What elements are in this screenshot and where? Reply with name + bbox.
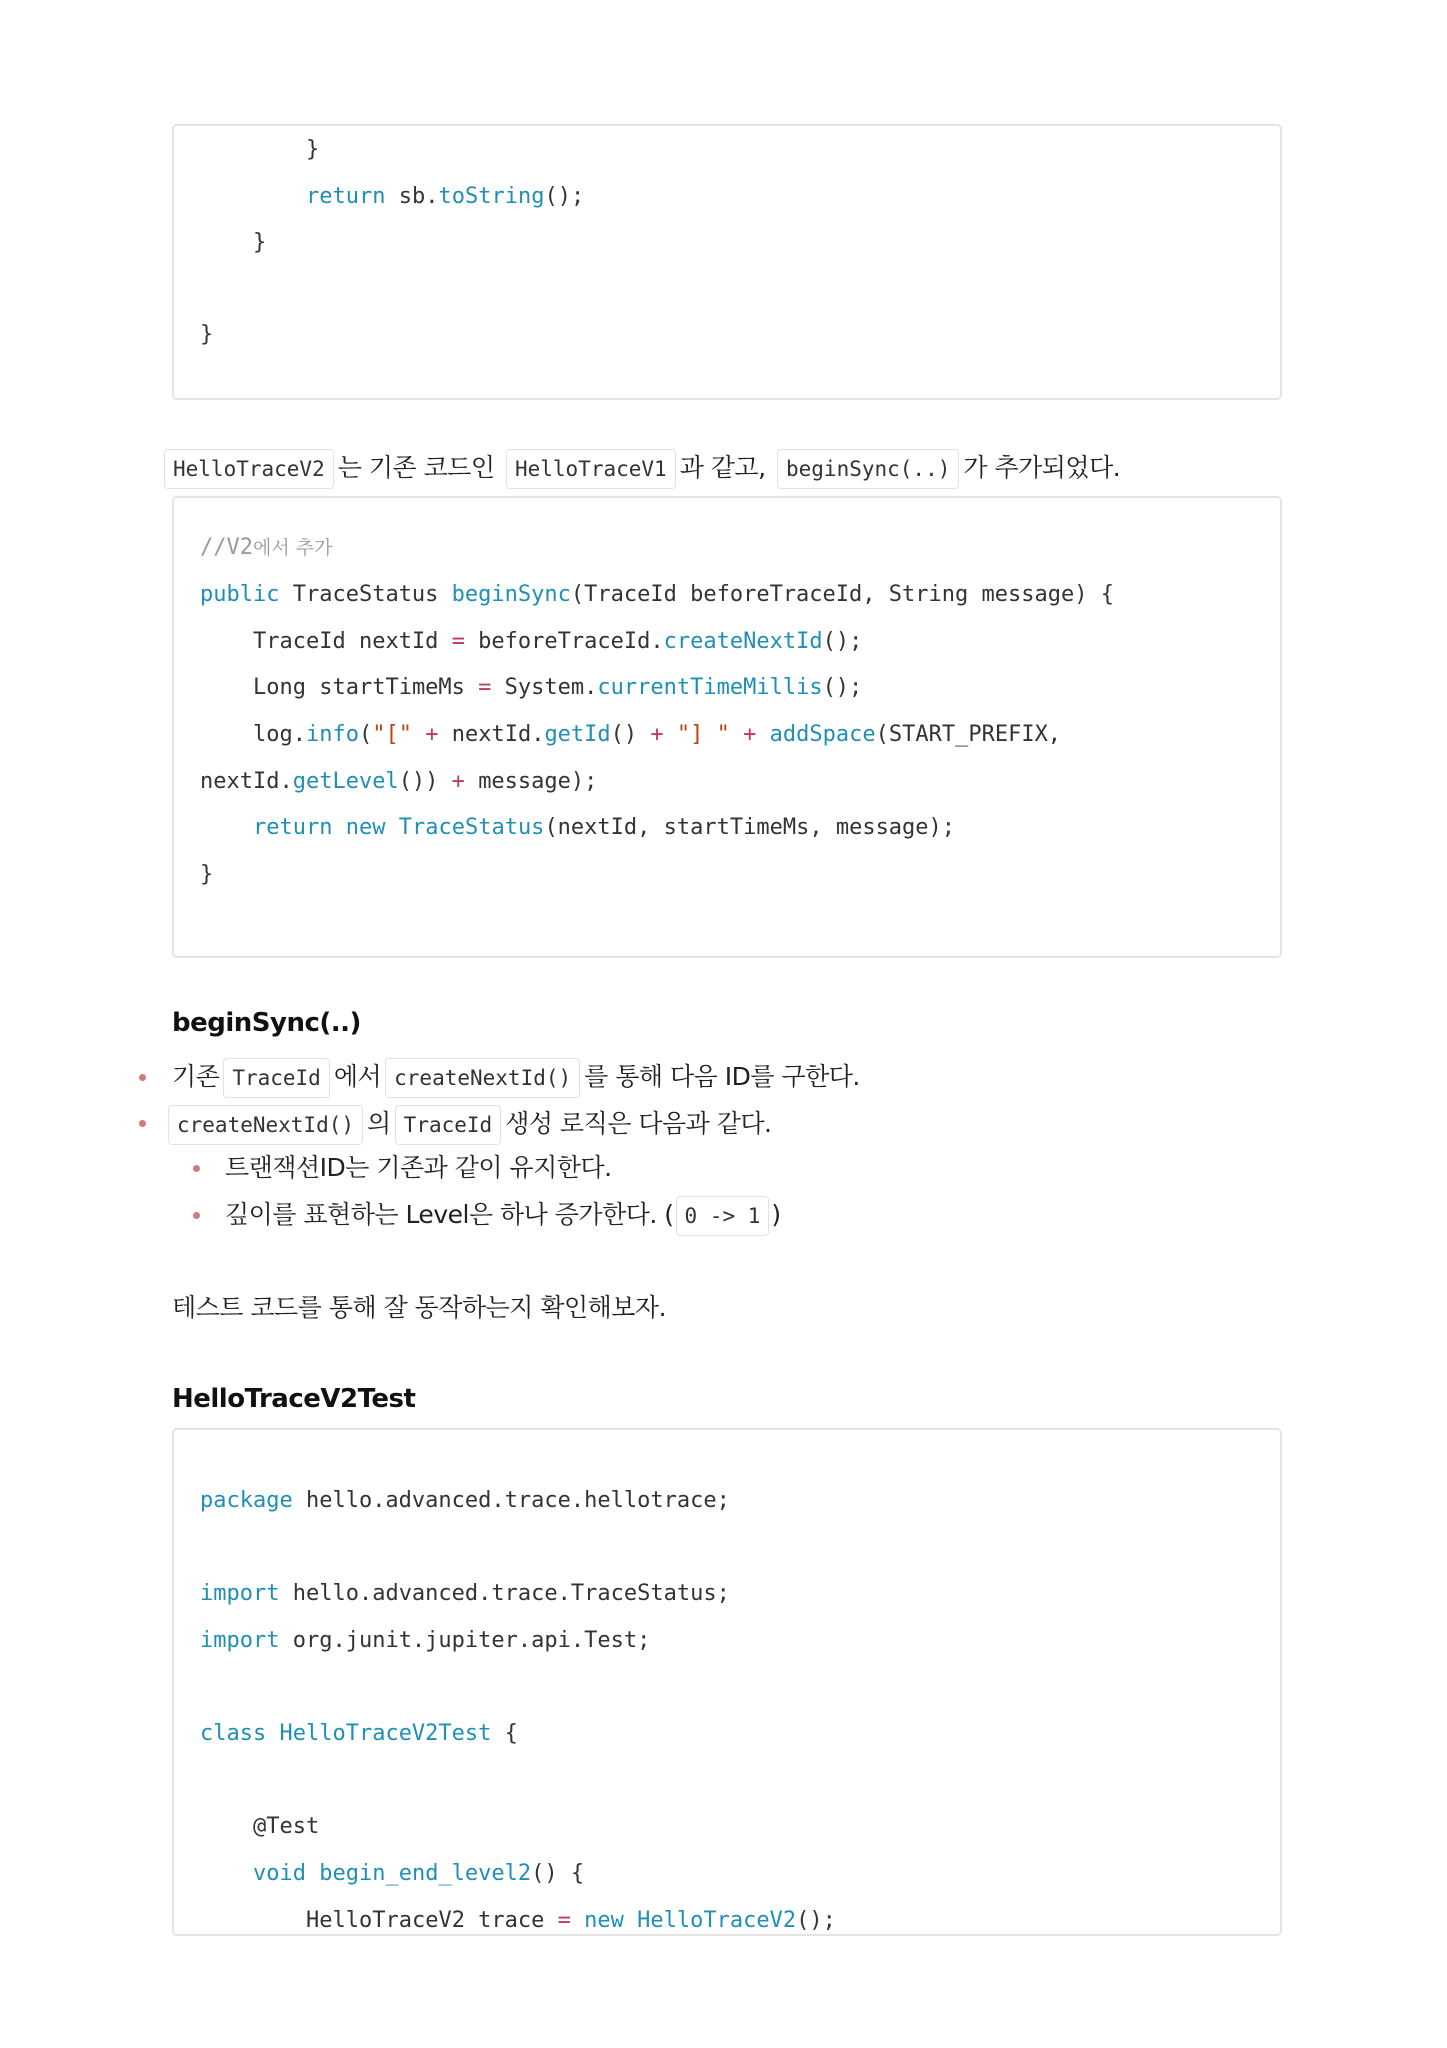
code-line: HelloTraceV2 trace = new HelloTraceV2(); (306, 1908, 836, 1933)
code-line: } (253, 230, 267, 255)
bullet-item-1: 기존 TraceId 에서 createNextId() 를 통해 다음 ID를 구한다. (172, 1058, 860, 1098)
code-line: import hello.advanced.trace.TraceStatus; (200, 1581, 730, 1606)
bullet-dot (193, 1212, 200, 1219)
code-line: TraceId nextId = beforeTraceId.createNextId(); (253, 629, 863, 654)
code-block-hellotracev2test (172, 1428, 1282, 1936)
code-line: } (306, 137, 320, 162)
inline-code: HelloTraceV2 (164, 449, 334, 489)
code-line: log.info("[" + nextId.getId() + "] " + addSpace(START_PREFIX, (253, 722, 1062, 747)
code-block-tostring (172, 124, 1282, 400)
code-line: @Test (253, 1814, 320, 1839)
code-line: return new TraceStatus(nextId, startTimeMs, message); (253, 815, 956, 840)
bullet-dot (139, 1074, 146, 1081)
inline-code: createNextId() (168, 1105, 363, 1145)
bullet-dot (193, 1165, 200, 1172)
section-heading-beginsync: beginSync(..) (172, 1008, 361, 1038)
inline-code: TraceId (395, 1105, 502, 1145)
inline-code: beginSync(..) (777, 449, 959, 489)
inline-code: HelloTraceV1 (506, 449, 676, 489)
code-line: Long startTimeMs = System.currentTimeMillis(); (253, 675, 863, 700)
code-line: } (200, 322, 214, 347)
bullet-item-2: createNextId() 의 TraceId 생성 로직은 다음과 같다. (168, 1105, 771, 1145)
inline-code: TraceId (223, 1058, 330, 1098)
code-line: nextId.getLevel()) + message); (200, 769, 598, 794)
paragraph-hellotracev2-intro: HelloTraceV2 는 기존 코드인 HelloTraceV1 과 같고, beginSync(..) 가 추가되었다. (164, 449, 1120, 489)
code-line: package hello.advanced.trace.hellotrace; (200, 1488, 730, 1513)
bullet-subitem-2: 깊이를 표현하는 Level은 하나 증가한다. ( 0 -> 1 ) (225, 1196, 781, 1236)
code-line: import org.junit.jupiter.api.Test; (200, 1628, 651, 1653)
code-line: public TraceStatus beginSync(TraceId beforeTraceId, String message) { (200, 582, 1114, 607)
bullet-subitem-1: 트랜잭션ID는 기존과 같이 유지한다. (225, 1153, 612, 1182)
code-line: } (200, 862, 214, 887)
inline-code: createNextId() (385, 1058, 580, 1098)
paragraph-test-intro: 테스트 코드를 통해 잘 동작하는지 확인해보자. (172, 1293, 667, 1322)
inline-code: 0 -> 1 (676, 1196, 770, 1236)
code-block-beginsync (172, 496, 1282, 958)
bullet-dot (139, 1120, 146, 1127)
code-comment: //V2에서 추가 (200, 535, 333, 560)
section-heading-hellotracev2test: HelloTraceV2Test (172, 1384, 416, 1414)
code-line: class HelloTraceV2Test { (200, 1721, 518, 1746)
code-line: void begin_end_level2() { (253, 1861, 585, 1886)
code-line: return sb.toString(); (306, 184, 585, 209)
